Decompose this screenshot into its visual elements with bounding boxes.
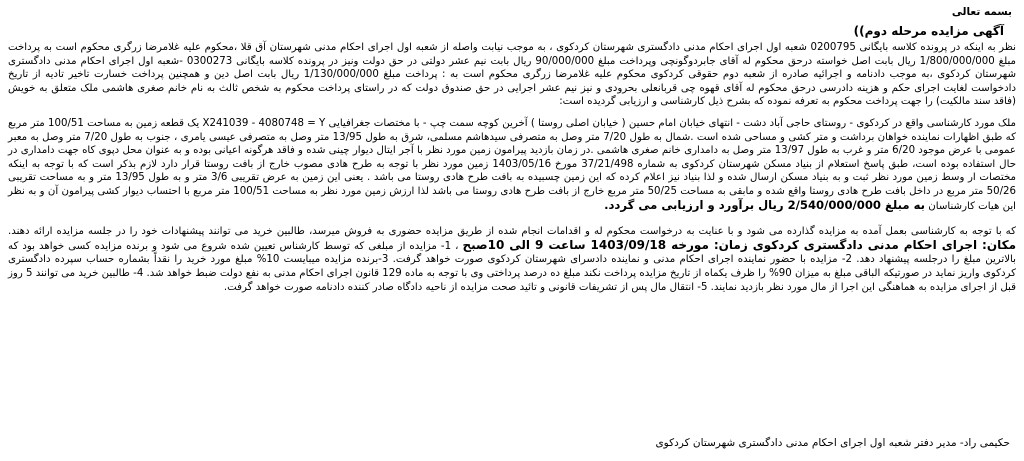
signature-line: حکیمی راد- مدیر دفتر شعبه اول اجرای احکام مدنی دادگستری شهرستان کردکوی [655, 437, 1010, 449]
paragraph-property-description [8, 117, 1016, 213]
paragraph-auction-terms [8, 225, 1016, 294]
notice-title: آگهی مزایده مرحله دوم)) [853, 24, 1004, 38]
auction-conditions-text: ، 1- مزایده از مبلغی که توسط کارشناس تعیین شده شروع می شود و برنده مزایده کسی خواهد بود که بالاترین مبلغ را درجلسه پیشنهاد دهد. 2- مزایده با حضور نماینده اجرای احکام مدنی و نماینده دادسرای شهرستان کردکوی صورت خواهد گرفت. 3-برنده مزایده میبایست 10% مبلغ مورد خرید را نقداً بشماره حساب سپرده دادگستری کردکوی واریز نماید در صورتیکه الباقی مبلغ به میزان 90% را ظرف یکماه از تاریخ مزایده پرداخت نکند مبلغ ده درصد پرداختی وی با توجه به ماده 129 قانون اجرای احکام مدنی به نفع دولت ضبط خواهد شد. 4- طالبین خرید می توانند 5 روز قبل از اجرای مزایده به هماهنگی این اجرا از مال مورد نظر بازدید نمایند. 5- انتقال مال پس از تشریفات قانونی و تائید صحت مزایده از ناحیه دادگاه صادر کننده دادنامه صورت خواهد گرفت. [8, 240, 1017, 293]
basmala: بسمه تعالی [951, 6, 1012, 18]
auction-notice [8, 4, 1016, 453]
paragraph-case-details: نظر به اینکه در پرونده کلاسه بایگانی 0200795 شعبه اول اجرای احکام مدنی دادگستری شهرستان کردکوی ، به موجب نیابت واصله از شعبه اول اجرای احکام مدنی شهرستان آق قلا ،محکوم علیه غلامرضا زرگری محکوم است به پرداخت مبلغ 1/800/000/000 ریال بابت اصل خواسته درحق محکوم له آقای جابردوگونچی وپرداخت مبلغ 90/000/000 ریال بابت نیم عشر دولتی در حق دولت ونیز در پرونده کلاسه بایگانی 0300273 -شعبه اول اجرای احکام مدنی دادگستری شهرستان کردکوی ،به موجب دادنامه و اجرائیه صادره از شعبه دوم حقوقی کردکوی محکوم علیه غلامرضا زرگری محکوم است به : پرداخت مبلغ 1/130/000/000 ریال بابت اصل دین و همچنین پرداخت خسارت تاخیر تادیه از تاریخ دادخواست لغایت اجرای حکم و هزینه دادرسی درحق محکوم له آقای قهوه چی قربانعلی بحرودی و نیز نیم عشر اجرایی در حق صندوق دولت که در راستای پرداخت محکوم به شخص ثالث به نام خانم صغری هاشمی ملک متعلق به خویش (فاقد سند مالکیت) را جهت پرداخت محکوم به تعرفه نموده که بشرح ذیل کارشناسی و ارزیابی گردیده است: [8, 42, 1016, 108]
appraisal-value: به مبلغ 2/540/000/000 ریال برآورد و ارزیابی می گردد. [604, 197, 925, 212]
auction-intro-text: که با توجه به کارشناسی بعمل آمده به مزایده گذارده می شود و با عنایت به درخواست محکوم له و اقدامات انجام شده از طریق مزایده حضوری به فروش میرسد، طالبین خرید می توانند پیشنهادات خود را در جلسه مزایده ارائه دهند. [8, 226, 1016, 238]
auction-place-time: مکان: اجرای احکام مدنی دادگستری کردکوی زمان: مورخه 1403/09/18 ساعت 9 الی 10صبح [462, 237, 1017, 252]
property-description-text: ملک مورد کارشناسی واقع در کردکوی - روستای حاجی آباد دشت - انتهای خیابان امام حسین ( خیابان اصلی روستا ) آخرین کوچه سمت چپ - با مختصات جغرافیایی X241039 - 4080748 = Y یک قطعه زمین به مساحت 100/51 متر مربع که طبق اظهارات نماینده خواهان برداشت و متر کشی و مساحی شده است .شمال به طول 7/20 متر وصل به متصرفی سیدهاشم مسلمی، شرق به طول 13/95 متر وصل به متصرفی عیسی یامری ، جنوب به طول 7/20 متر وصل به معبر عمومی با عرض موجود 6/20 متر و غرب به طول 13/97 متر وصل به دامداری خانم صغری هاشمی .در زمان بازدید پیرامون زمین مورد نظر با آجر ایتال دیوار چینی شده و فاقد هرگونه اعیانی بوده و به عنوان محل دپوی کاه جهت دامداری در حال استفاده بوده است، طبق پاسخ استعلام از بنیاد مسکن شهرستان کردکوی به شماره 37/21/498 مورخ 1403/05/16 زمین مورد نظر با توجه به طرح هادی مصوب خارج از بافت روستا قرار دارد لازم بذکر است که با توجه به اینکه مختصات ار وسط زمین مورد نظر ثبت و به بنیاد مسکن ارسال شده و لذا بنیاد نیز اعلام کرده که این زمین چسبیده به بافت طرح هادی روستا می باشد . یعنی این زمین به عرض تقریبی 3/6 متر و به طول 13/95 متر و به مساحت تقریبی 50/26 متر مربع در داخل بافت طرح هادی روستا واقع شده و مابقی به مساحت 50/25 متر مربع خارج از بافت طرح هادی روستا می باشد لذا ارزش زمین مورد نظر به مساحت 100/51 متر مربع با احتساب دیوار کشی پیرامون آن و به نظر این هیات کارشناسان [8, 117, 1017, 212]
